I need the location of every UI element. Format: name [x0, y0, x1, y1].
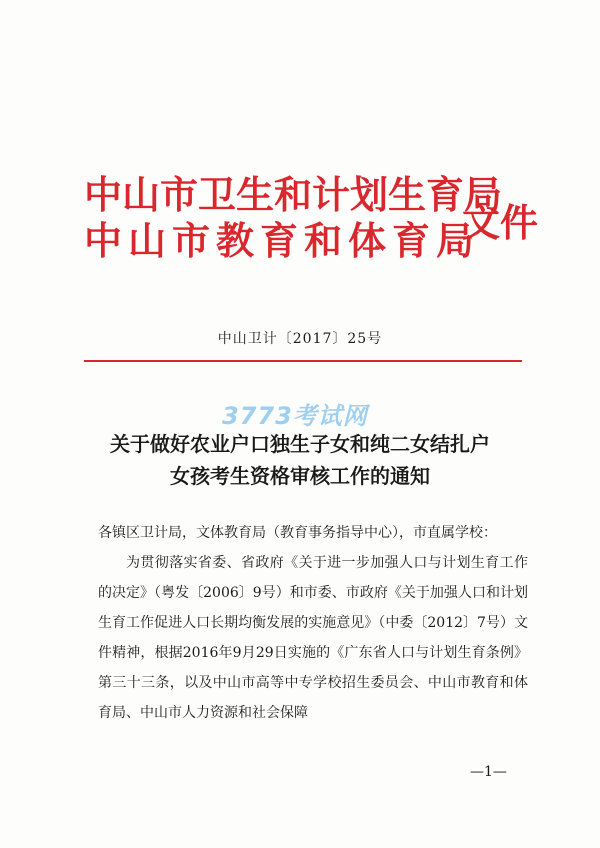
addressee: 各镇区卫计局，文体教育局（教育事务指导中心），市直属学校： [98, 525, 497, 541]
notice-body [98, 518, 528, 728]
issuer-health-bureau: 中山市卫生和计划生育局 [84, 172, 503, 217]
issuer-education-bureau: 中山市教育和体育局 [84, 218, 481, 263]
document-number: 中山卫计〔2017〕25号 [217, 331, 383, 347]
page-number: —1— [470, 764, 507, 780]
title-line-2: 女孩考生资格审核工作的通知 [170, 464, 430, 488]
watermark-logo: 3773考试网 [222, 402, 368, 430]
file-label: 文件 [462, 200, 539, 245]
red-divider [84, 360, 522, 362]
title-line-1: 关于做好农业户口独生子女和纯二女结扎户 [110, 432, 490, 456]
notice-title [0, 428, 600, 492]
body-paragraph: 为贯彻落实省委、省政府《关于进一步加强人口与计划生育工作的决定》（粤发〔2006〕9号）和市委、市政府《关于加强人口和计划生育工作促进人口长期均衡发展的实施意见》（中委〔2012〕7号）文件精神，根据2016年9月29日实施的《广东省人口与计划生育条例》第三十三条，以及中山市高等中专学校招生委员会、中山市教育和体育局、中山市人力资源和社会保障 [98, 555, 528, 721]
